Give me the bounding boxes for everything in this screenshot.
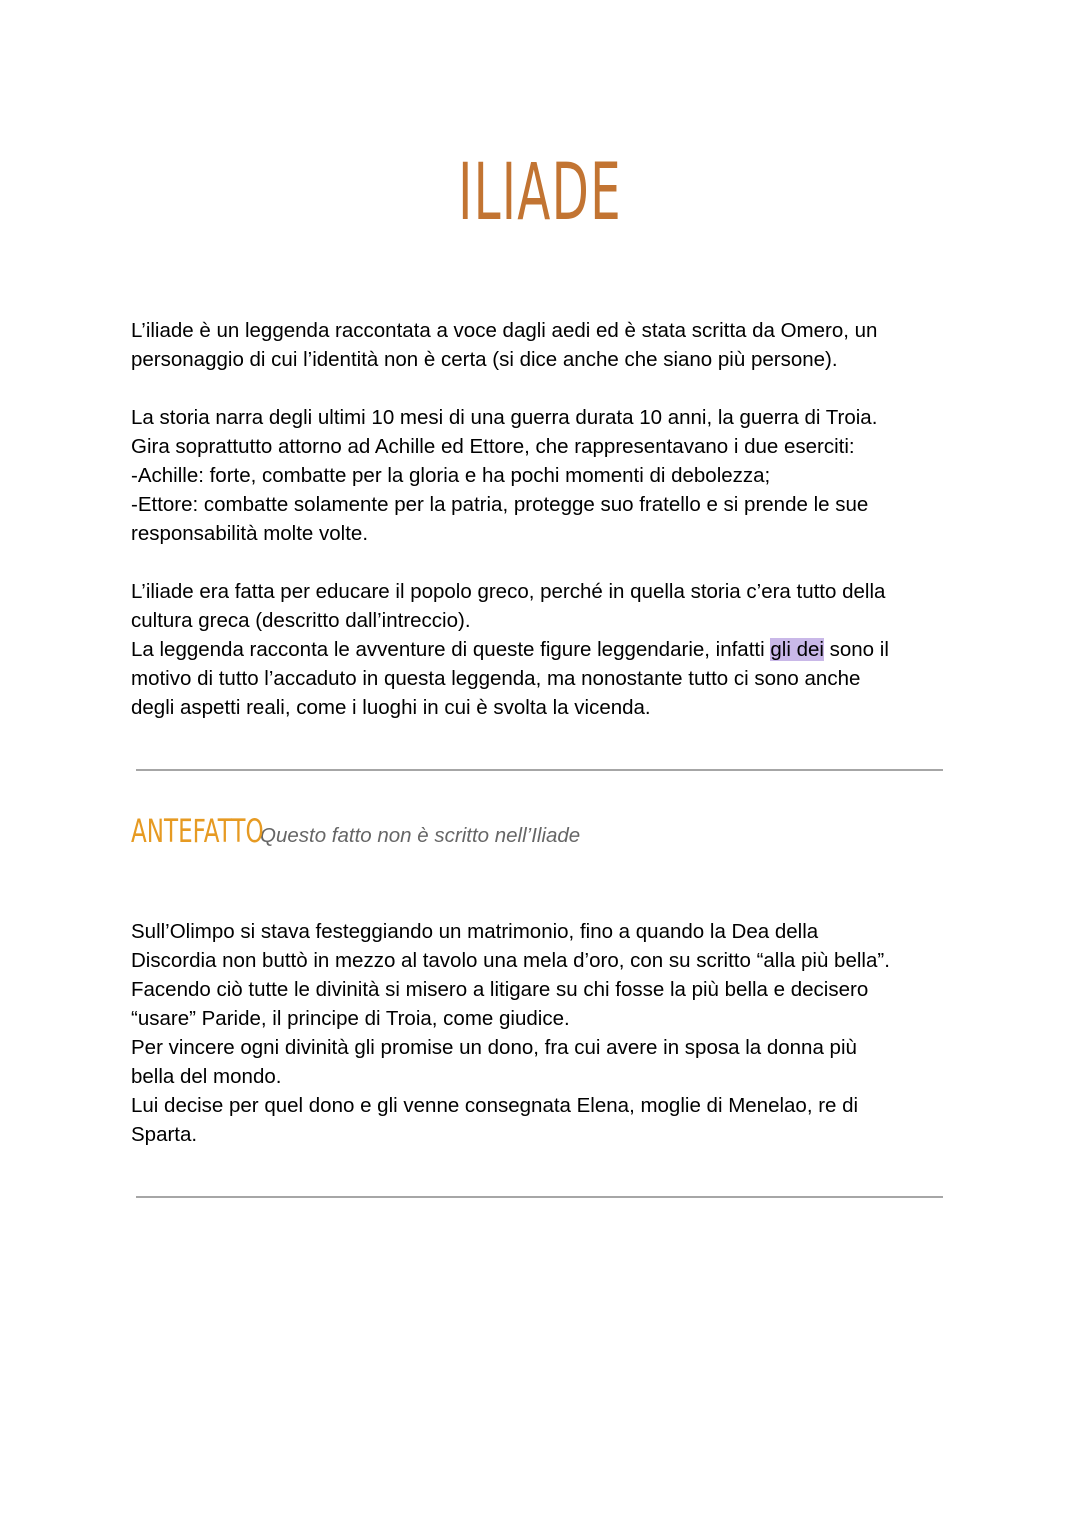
horizontal-divider [136, 1196, 943, 1198]
paragraph-line: bella del mondo. [131, 1065, 282, 1088]
paragraph-line: Lui decise per quel dono e gli venne consegnata Elena, moglie di Menelao, re di [131, 1094, 859, 1117]
paragraph-line: Facendo ciò tutte le divinità si misero a litigare su chi fosse la più bella e decisero [131, 978, 869, 1001]
highlighted-text: gli dei [770, 638, 824, 661]
paragraph-line: personaggio di cui l’identità non è certa (si dice anche che siano più persone). [131, 348, 838, 371]
paragraph-line: -Achille: forte, combatte per la gloria e ha pochi momenti di debolezza; [131, 464, 771, 487]
paragraph-line: cultura greca (descritto dall’intreccio). [131, 609, 471, 632]
paragraph-line: La storia narra degli ultimi 10 mesi di una guerra durata 10 anni, la guerra di Troia. [131, 406, 878, 429]
text-segment: sono il [823, 638, 889, 661]
paragraph-line-highlighted [131, 635, 961, 664]
paragraph-line: L’iliade era fatta per educare il popolo greco, perché in quella storia c’era tutto della [131, 580, 886, 603]
paragraph-line: Per vincere ogni divinità gli promise un dono, fra cui avere in sposa la donna più [131, 1036, 857, 1059]
paragraph-line: degli aspetti reali, come i luoghi in cui è svolta la vicenda. [131, 696, 651, 719]
paragraph-line: responsabilità molte volte. [131, 522, 369, 545]
paragraph-line: Sparta. [131, 1123, 198, 1146]
document-title: ILIADE [458, 148, 622, 238]
horizontal-divider [136, 769, 943, 771]
paragraph-line: motivo di tutto l’accaduto in questa leggenda, ma nonostante tutto ci sono anche [131, 667, 861, 690]
antefatto-text [131, 917, 961, 1149]
paragraph-line: L’iliade è un leggenda raccontata a voce dagli aedi ed è stata scritta da Omero, un [131, 319, 878, 342]
paragraph-line: Gira soprattutto attorno ad Achille ed Ettore, che rappresentavano i due eserciti: [131, 435, 855, 458]
paragraph-line: Sull’Olimpo si stava festeggiando un matrimonio, fino a quando la Dea della [131, 920, 819, 943]
section-subtitle: Questo fatto non è scritto nell’Iliade [260, 824, 581, 847]
paragraph-line: “usare” Paride, il principe di Troia, come giudice. [131, 1007, 570, 1030]
section-title: ANTEFATTO [131, 812, 264, 850]
intro-text [131, 316, 961, 722]
section-heading [131, 812, 580, 858]
paragraph-line: -Ettore: combatte solamente per la patria, protegge suo fratello e si prende le sue [131, 493, 869, 516]
paragraph-line: Discordia non buttò in mezzo al tavolo una mela d’oro, con su scritto “alla più bella”. [131, 949, 890, 972]
text-segment: La leggenda racconta le avventure di queste figure leggendarie, infatti [131, 638, 771, 661]
